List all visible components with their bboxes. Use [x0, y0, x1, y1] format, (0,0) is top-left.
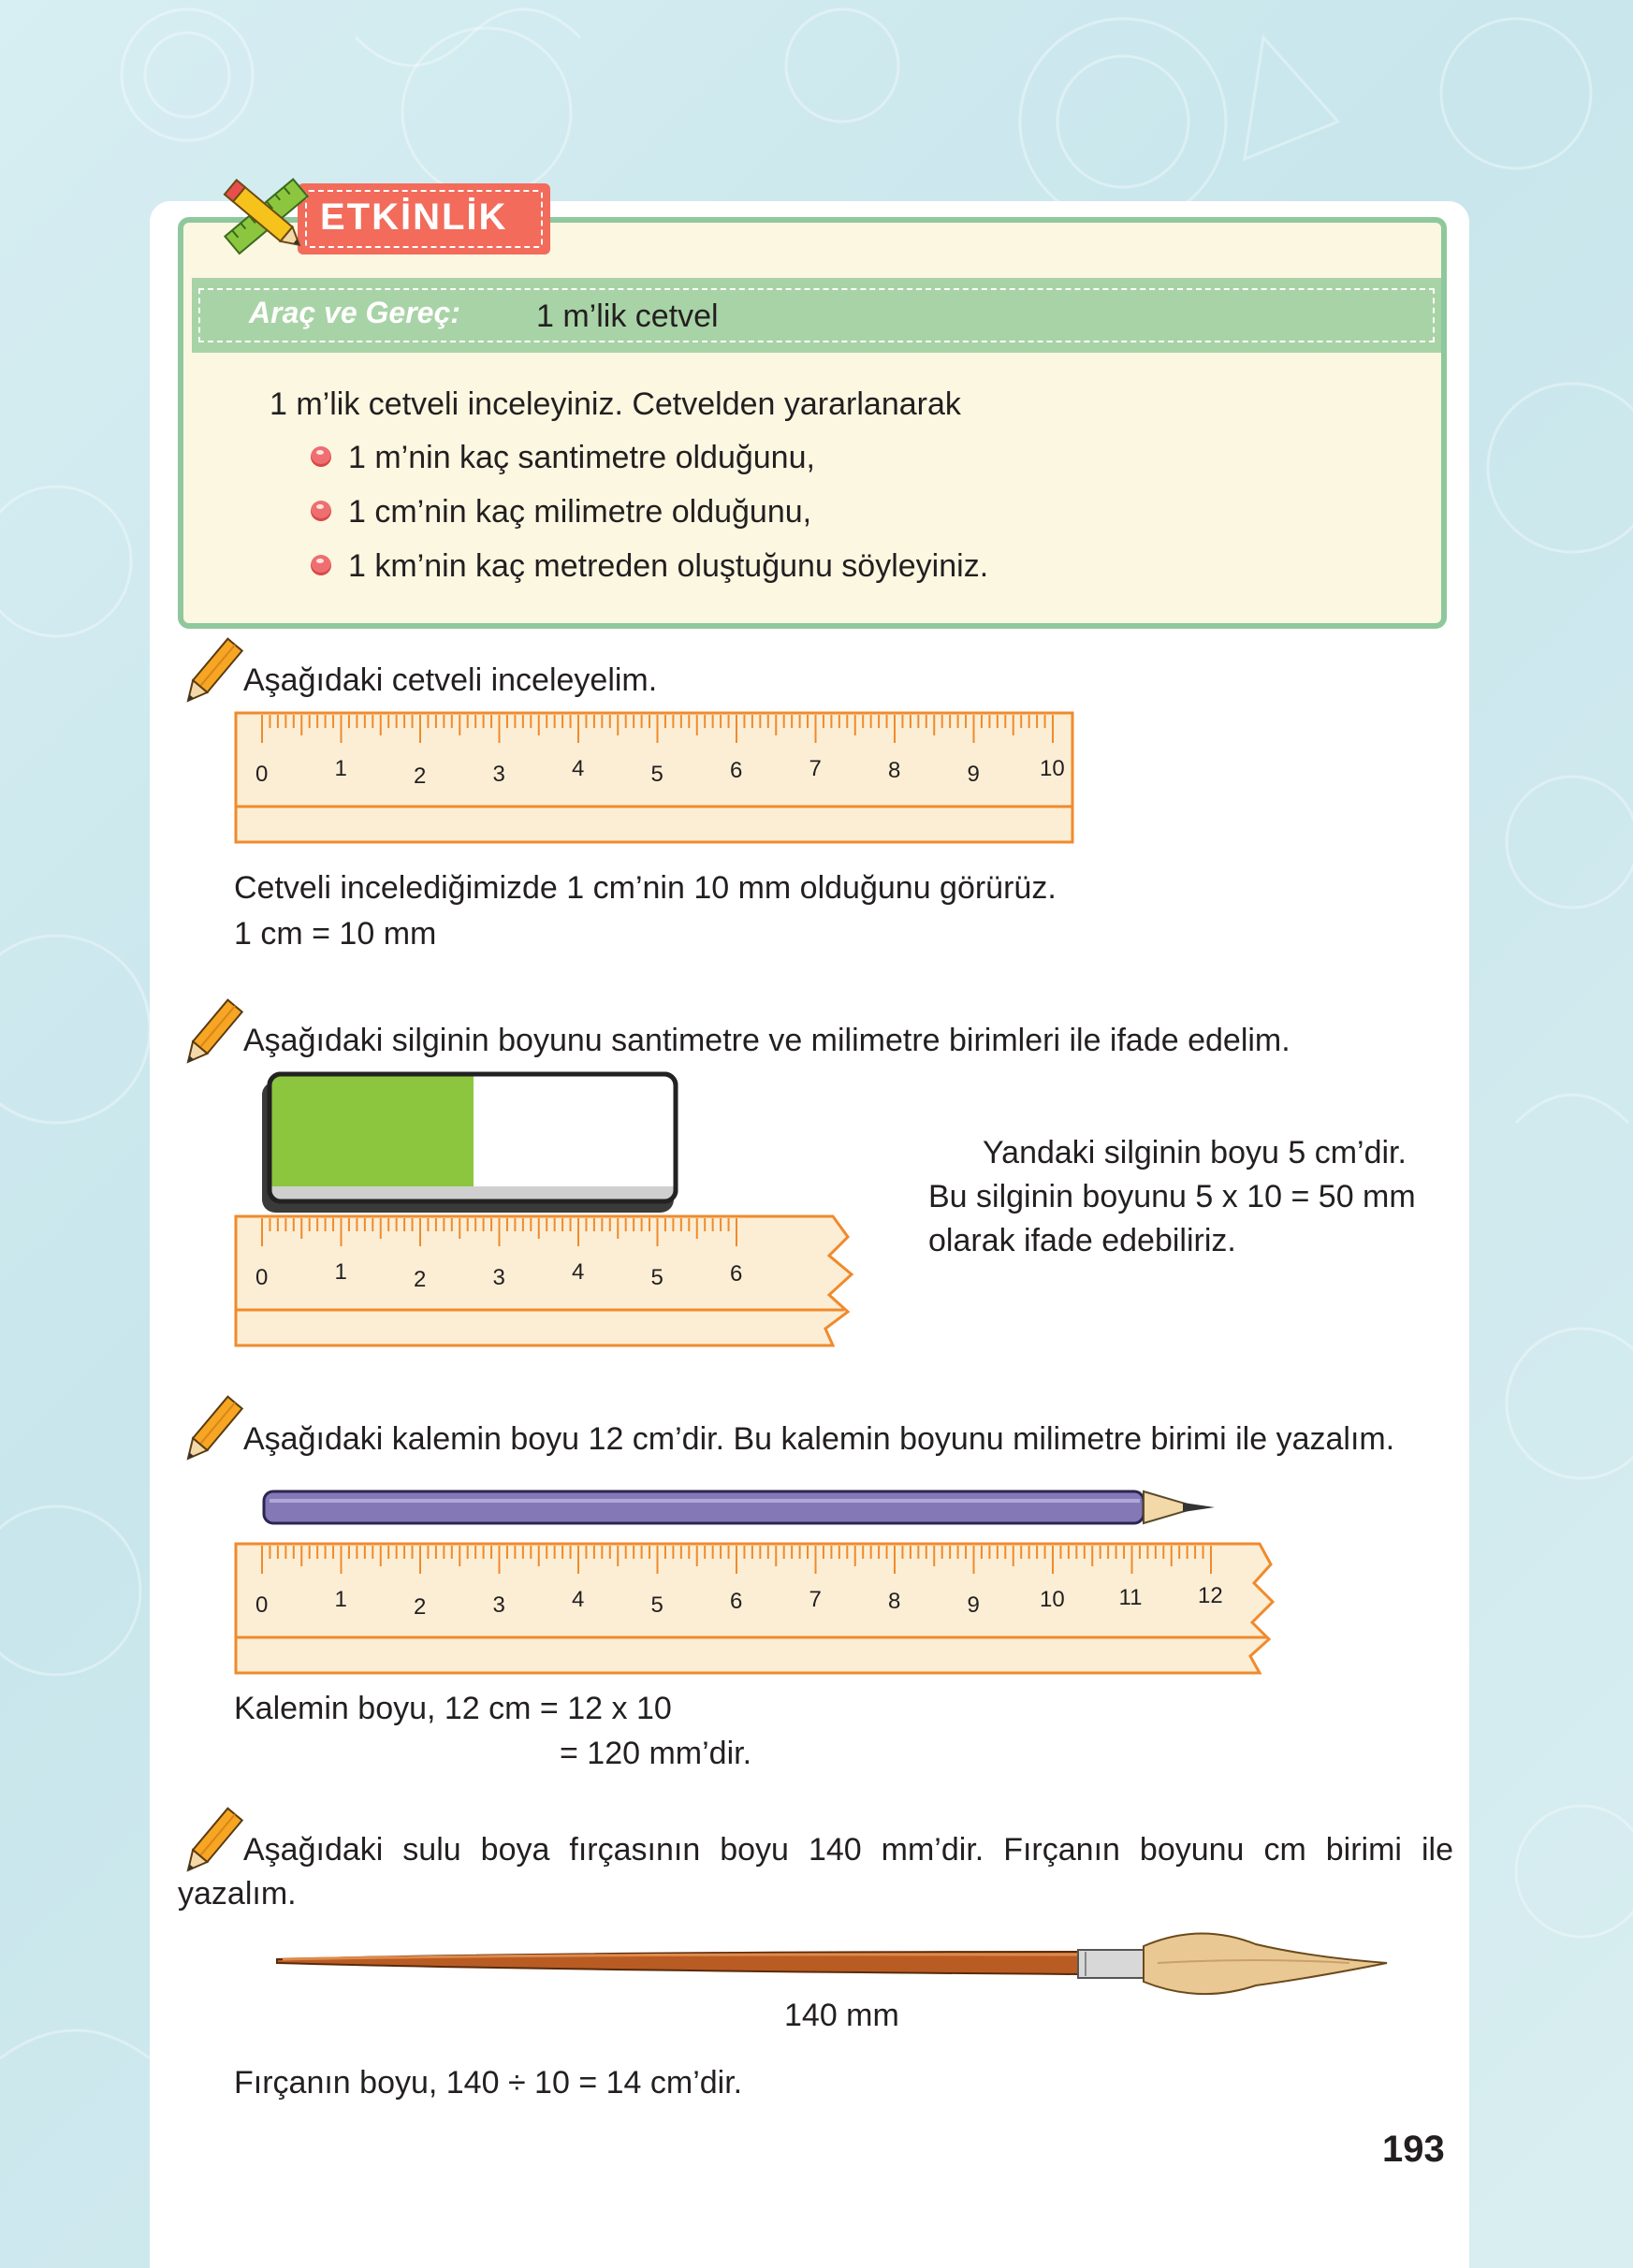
section2-heading: Aşağıdaki silginin boyunu santimetre ve milimetre birimleri ile ifade edelim. [243, 1023, 1290, 1058]
page-number: 193 [1382, 2129, 1445, 2170]
ruler-label: 10 [1040, 1587, 1065, 1612]
ruler-label: 0 [255, 1265, 269, 1290]
paintbrush-image [273, 1926, 1396, 2004]
pencil-icon [178, 1390, 245, 1471]
ruler-label: 1 [334, 1587, 347, 1612]
pencil-image [260, 1488, 1218, 1527]
activity-bullet-2: 1 cm’nin kaç milimetre olduğunu, [348, 494, 812, 530]
ruler-label: 9 [967, 1592, 980, 1618]
ruler-label: 7 [809, 756, 822, 781]
activity-intro: 1 m’lik cetveli inceleyiniz. Cetvelden yararlanarak [270, 386, 961, 422]
ruler-label: 5 [650, 1265, 663, 1290]
ruler-label: 11 [1118, 1585, 1143, 1610]
activity-tag-label: ETKİNLİK [320, 196, 508, 238]
ruler-6cm [234, 1214, 861, 1347]
ruler-label: 6 [730, 1589, 743, 1614]
ruler-label: 3 [492, 1592, 505, 1618]
section2-side-text-3: olarak ifade edebiliriz. [928, 1223, 1236, 1258]
ruler-label: 10 [1040, 756, 1065, 781]
bullet-icon [311, 501, 331, 521]
ruler-label: 5 [650, 762, 663, 787]
tools-label: Araç ve Gereç: [249, 296, 460, 329]
ruler-label: 9 [967, 762, 980, 787]
eraser-image [256, 1069, 681, 1218]
ruler-label: 1 [334, 1259, 347, 1285]
ruler-label: 4 [572, 1587, 585, 1612]
bullet-icon [311, 555, 331, 575]
ruler-label: 6 [730, 1261, 743, 1287]
section1-heading: Aşağıdaki cetveli inceleyelim. [243, 662, 658, 698]
activity-bullet-1: 1 m’nin kaç santimetre olduğunu, [348, 440, 815, 475]
pencil-icon [178, 632, 245, 713]
section1-line2: 1 cm = 10 mm [234, 916, 437, 952]
ruler-label: 5 [650, 1592, 663, 1618]
section2-side-text-1: Yandaki silginin boyu 5 cm’dir. [983, 1135, 1407, 1170]
ruler-label: 2 [414, 1594, 427, 1620]
ruler-label: 4 [572, 1259, 585, 1285]
section4-heading-line2: yazalım. [178, 1876, 297, 1912]
ruler-label: 12 [1198, 1583, 1223, 1608]
ruler-label: 1 [334, 756, 347, 781]
brush-length-label: 140 mm [784, 1998, 899, 2033]
pencil-icon [178, 994, 245, 1074]
ruler-label: 0 [255, 762, 269, 787]
ruler-label: 8 [888, 1589, 901, 1614]
ruler-label: 2 [414, 763, 427, 789]
ruler-label: 8 [888, 758, 901, 783]
ruler-label: 4 [572, 756, 585, 781]
section4-heading-line1: Aşağıdaki sulu boya fırçasının boyu 140 mm’dir. Fırçanın boyunu cm birimi ile [243, 1832, 1453, 1868]
pencil-ruler-icon [213, 167, 318, 269]
ruler-label: 3 [492, 762, 505, 787]
section4-result: Fırçanın boyu, 140 ÷ 10 = 14 cm’dir. [234, 2065, 743, 2101]
ruler-label: 7 [809, 1587, 822, 1612]
tools-value: 1 m’lik cetvel [536, 298, 719, 334]
section2-side-text-2: Bu silginin boyunu 5 x 10 = 50 mm [928, 1179, 1416, 1214]
pencil-icon [178, 1802, 245, 1883]
bullet-icon [311, 446, 331, 467]
ruler-label: 3 [492, 1265, 505, 1290]
section3-line1: Kalemin boyu, 12 cm = 12 x 10 [234, 1691, 672, 1726]
section3-heading: Aşağıdaki kalemin boyu 12 cm’dir. Bu kalemin boyunu milimetre birimi ile yazalım. [243, 1421, 1395, 1457]
ruler-label: 2 [414, 1267, 427, 1292]
activity-bullet-3: 1 km’nin kaç metreden oluştuğunu söyleyiniz. [348, 548, 989, 584]
ruler-label: 0 [255, 1592, 269, 1618]
ruler-label: 6 [730, 758, 743, 783]
section1-line1: Cetveli incelediğimizde 1 cm’nin 10 mm olduğunu görürüz. [234, 870, 1057, 906]
section3-line2: = 120 mm’dir. [560, 1736, 752, 1771]
